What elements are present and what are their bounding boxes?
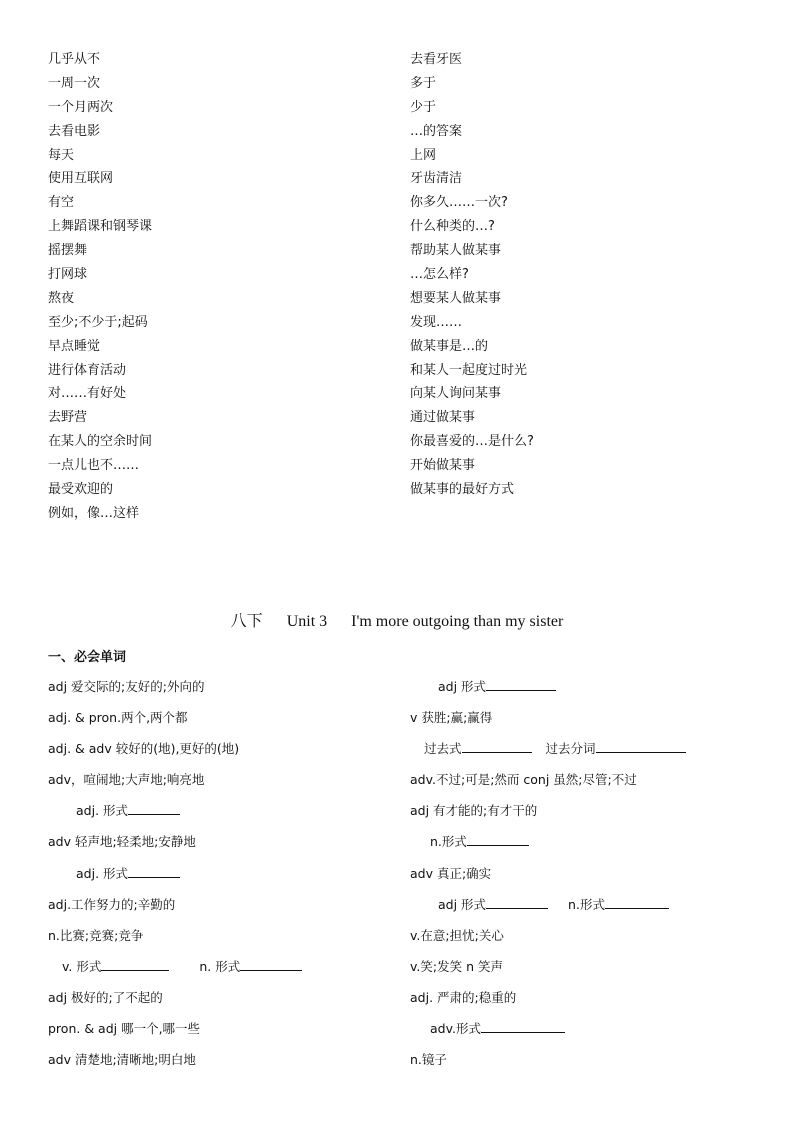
phrase-item: 牙齿清洁 [410,171,463,187]
phrase-item: 什么种类的…? [410,219,495,235]
phrase-item: 早点睡觉 [48,338,101,354]
phrase-item: 一点儿也不…… [48,458,140,474]
phrase-item: 一个月两次 [48,99,114,115]
vocab-item: v 获胜;赢;赢得 [410,710,493,726]
phrase-item: 打网球 [48,267,88,283]
answer-blank[interactable] [596,738,686,753]
phrase-item: 多于 [410,75,437,91]
vocab-item: adj 有才能的;有才干的 [410,803,538,819]
phrase-item: 例如，像…这样 [48,505,140,521]
phrase-item: 向某人询问某事 [410,386,502,402]
phrase-item: 通过做某事 [410,410,476,426]
vocab-item: v.在意;担忧;关心 [410,927,504,943]
phrase-item: 进行体育活动 [48,362,127,378]
phrase-item: 做某事的最好方式 [410,482,515,498]
phrase-item: 你最喜爱的…是什么? [410,434,534,450]
vocab-item: adj. 形式 [48,863,302,894]
phrase-item: 一周一次 [48,75,101,91]
vocab-item: n.形式 [410,831,686,862]
unit-name: I'm more outgoing than my sister [351,613,564,630]
phrase-item: 去看电影 [48,123,101,139]
answer-blank[interactable] [462,738,532,753]
answer-blank[interactable] [240,956,302,971]
answer-blank[interactable] [128,863,180,878]
vocab-item: 过去式 过去分词 [410,738,686,769]
vocab-item: adv.形式 [410,1018,686,1049]
answer-blank[interactable] [605,894,669,909]
phrase-item: 去看牙医 [410,52,463,67]
phrase-item: …怎么样? [410,267,469,283]
phrase-item: 你多久……一次? [410,195,508,211]
phrase-item: 几乎从不 [48,52,101,67]
phrase-list-right [410,48,534,502]
phrase-item: 去野营 [48,410,88,426]
phrase-item: 有空 [48,195,75,211]
vocab-item: adv 真正;确实 [410,865,492,881]
phrase-item: 对……有好处 [48,386,127,402]
answer-blank[interactable] [467,831,529,846]
vocab-list-left [48,676,302,1080]
vocab-item: adj 极好的;了不起的 [48,989,163,1005]
vocab-item: n.镜子 [410,1052,447,1068]
vocab-item: adj 形式 n.形式 [410,894,686,925]
section-heading: 一、必会单词 [48,650,127,665]
answer-blank[interactable] [101,956,169,971]
phrase-item: 帮助某人做某事 [410,243,502,259]
vocab-item: adj 形式 [410,676,686,707]
phrase-item: 最受欢迎的 [48,482,114,498]
phrase-list-left [48,48,152,526]
phrase-item: 至少;不少于;起码 [48,314,148,330]
vocab-item: pron. & adj 哪一个,哪一些 [48,1021,201,1037]
answer-blank[interactable] [486,894,548,909]
vocab-item: adj. & pron.两个,两个都 [48,710,188,726]
phrase-item: 上舞蹈课和钢琴课 [48,219,153,235]
vocab-list-right [410,676,686,1080]
phrase-item: 在某人的空余时间 [48,434,153,450]
phrase-item: 想要某人做某事 [410,290,502,306]
phrase-item: 少于 [410,99,437,115]
phrase-item: 发现…… [410,314,463,330]
vocab-item: adv 轻声地;轻柔地;安静地 [48,834,196,850]
answer-blank[interactable] [128,800,180,815]
phrase-item: 做某事是…的 [410,338,489,354]
vocab-item: n.比赛;竞赛;竞争 [48,927,144,943]
phrase-item: …的答案 [410,123,463,139]
unit-title [0,608,794,631]
phrase-item: 和某人一起度过时光 [410,362,528,378]
vocab-item: adj.工作努力的;辛勤的 [48,896,176,912]
answer-blank[interactable] [486,676,556,691]
vocab-item: v.笑;发笑 n 笑声 [410,958,503,974]
phrase-item: 使用互联网 [48,171,114,187]
phrase-item: 开始做某事 [410,458,476,474]
answer-blank[interactable] [481,1018,565,1033]
phrase-item: 熬夜 [48,290,75,306]
vocab-item: adv，喧闹地;大声地;响亮地 [48,772,205,788]
vocab-item: v. 形式 n. 形式 [48,956,302,987]
vocab-item: adj. 形式 [48,800,302,831]
vocab-item: adj 爱交际的;友好的;外向的 [48,679,205,694]
vocab-item: adj. & adv 较好的(地),更好的(地) [48,741,240,757]
vocab-item: adv 清楚地;清晰地;明白地 [48,1052,196,1068]
vocab-item: adj. 严肃的;稳重的 [410,989,517,1005]
vocab-item: adv.不过;可是;然而 conj 虽然;尽管;不过 [410,772,637,788]
phrase-item: 每天 [48,147,75,163]
phrase-item: 上网 [410,147,437,163]
unit-number: Unit 3 [286,613,328,630]
unit-grade: 八下 [230,613,263,630]
phrase-item: 摇摆舞 [48,243,88,259]
